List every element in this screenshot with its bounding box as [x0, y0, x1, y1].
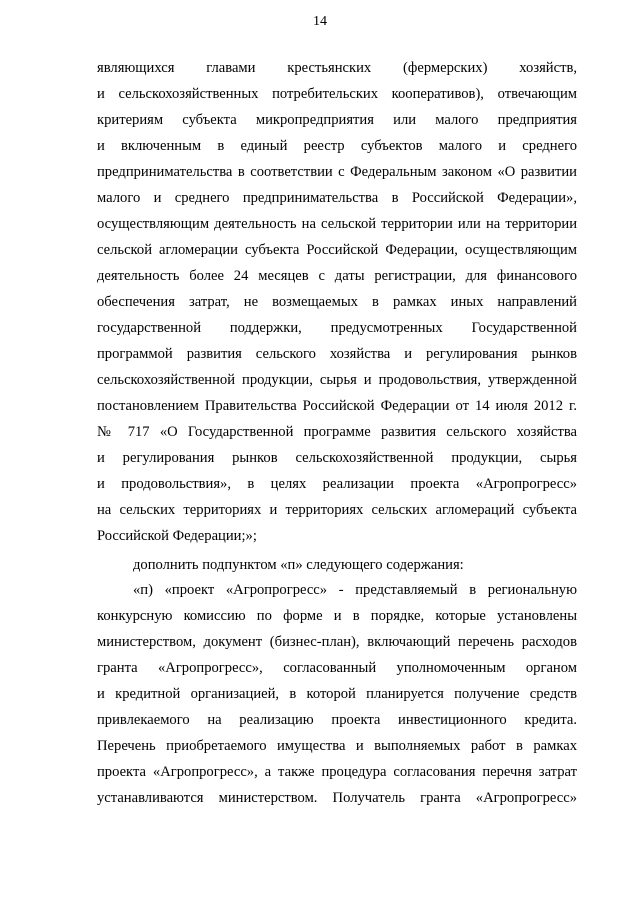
paragraph-line: и сельскохозяйственных потребительских кооперативов), отвечающим	[97, 86, 577, 102]
paragraph-line: министерством, документ (бизнес-план), включающий перечень расходов	[97, 634, 577, 650]
paragraph-line: осуществляющим деятельность на сельской территории или на территории	[97, 216, 577, 232]
page-number: 14	[313, 14, 327, 29]
paragraph-line: сельской агломерации субъекта Российской Федерации, осуществляющим	[97, 242, 577, 258]
paragraph-line: дополнить подпунктом «п» следующего содержания:	[133, 557, 464, 573]
paragraph-line: являющихся главами крестьянских (фермерских) хозяйств,	[97, 60, 577, 76]
paragraph-line: и продовольствия», в целях реализации проекта «Агропрогресс»	[97, 476, 577, 492]
paragraph-line: обеспечения затрат, не возмещаемых в рамках иных направлений	[97, 294, 577, 310]
paragraph-line: программой развития сельского хозяйства и регулирования рынков	[97, 346, 577, 362]
paragraph-line: привлекаемого на реализацию проекта инвестиционного кредита.	[97, 712, 577, 728]
paragraph-line: сельскохозяйственной продукции, сырья и продовольствия, утвержденной	[97, 372, 577, 388]
paragraph-line: и включенным в единый реестр субъектов малого и среднего	[97, 138, 577, 154]
paragraph-line: устанавливаются министерством. Получатель гранта «Агропрогресс»	[97, 790, 577, 806]
paragraph-line: Российской Федерации;»;	[97, 528, 257, 544]
paragraph-line: критериям субъекта микропредприятия или малого предприятия	[97, 112, 577, 128]
paragraph-line: Перечень приобретаемого имущества и выполняемых работ в рамках	[97, 738, 577, 754]
paragraph-line: деятельность более 24 месяцев с даты регистрации, для финансового	[97, 268, 577, 284]
paragraph-line: и регулирования рынков сельскохозяйственной продукции, сырья	[97, 450, 577, 466]
paragraph-line: конкурсную комиссию по форме и в порядке, которые установлены	[97, 608, 577, 624]
paragraph-line: № 717 «О Государственной программе развития сельского хозяйства	[97, 424, 577, 440]
paragraph-line: малого и среднего предпринимательства в Российской Федерации»,	[97, 190, 577, 206]
paragraph-line: государственной поддержки, предусмотренных Государственной	[97, 320, 577, 336]
paragraph-line: проекта «Агропрогресс», а также процедура согласования перечня затрат	[97, 764, 577, 780]
paragraph-line: гранта «Агропрогресс», согласованный уполномоченным органом	[97, 660, 577, 676]
paragraph-line: постановлением Правительства Российской Федерации от 14 июля 2012 г.	[97, 398, 577, 414]
paragraph-line: предпринимательства в соответствии с Федеральным законом «О развитии	[97, 164, 577, 180]
paragraph-line: «п) «проект «Агропрогресс» - представляемый в региональную	[133, 582, 577, 598]
paragraph-line: на сельских территориях и территориях сельских агломераций субъекта	[97, 502, 577, 518]
paragraph-line: и кредитной организацией, в которой планируется получение средств	[97, 686, 577, 702]
